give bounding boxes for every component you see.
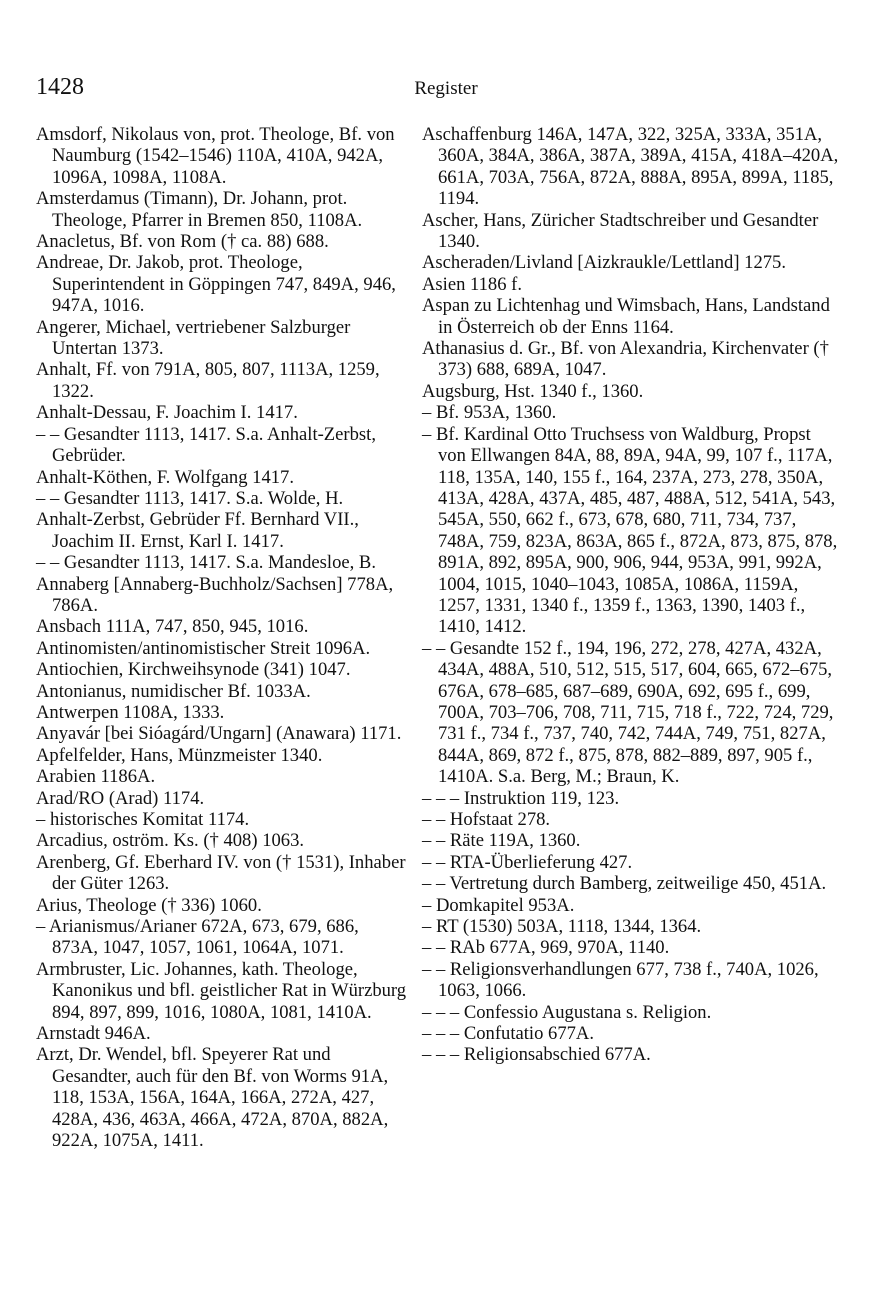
index-entry: Anacletus, Bf. von Rom († ca. 88) 688. (36, 231, 329, 253)
index-entry: – – – Religionsabschied 677A. (422, 1044, 651, 1066)
index-entry: Anhalt-Köthen, F. Wolfgang 1417. (36, 466, 294, 488)
index-entry: Ascheraden/Livland [Aizkraukle/Lettland] 1275. (422, 252, 786, 274)
index-entry: Ascher, Hans, Züricher Stadtschreiber und Gesandter 1340. (422, 209, 819, 253)
index-entry: – – Gesandter 1113, 1417. S.a. Wolde, H. (36, 487, 344, 509)
index-entry: Antonianus, numidischer Bf. 1033A. (36, 680, 311, 702)
index-entry: Anhalt-Dessau, F. Joachim I. 1417. (36, 402, 298, 424)
index-entry: Arad/RO (Arad) 1174. (36, 787, 205, 809)
index-entry: – – – Confessio Augustana s. Religion. (422, 1001, 712, 1023)
index-entry: – historisches Komitat 1174. (36, 809, 250, 830)
index-entry: Arabien 1186A. (36, 766, 156, 788)
running-title: Register (414, 78, 478, 99)
index-entry: Andreae, Dr. Jakob, prot. Theologe, Superintendent in Göppingen 747, 849A, 946, 947A, 1016. (36, 252, 396, 317)
index-column-left (36, 124, 408, 1152)
index-entry: Asien 1186 f. (422, 273, 523, 295)
index-entry: Athanasius d. Gr., Bf. von Alexandria, Kirchenvater († 373) 688, 689A, 1047. (422, 338, 829, 381)
index-entry: Anhalt-Zerbst, Gebrüder Ff. Bernhard VII., Joachim II. Ernst, Karl I. 1417. (36, 509, 359, 552)
index-entry: Arzt, Dr. Wendel, bfl. Speyerer Rat und Gesandter, auch für den Bf. von Worms 91A, 118, 153A, 156A, 164A, 166A, 272A, 427, 428A, 436, 463A, 466A, 472A, 870A, 882A, 922A, 1075A, 1411. (36, 1044, 389, 1152)
index-entry: – RT (1530) 503A, 1118, 1344, 1364. (422, 916, 702, 938)
index-entry: Armbruster, Lic. Johannes, kath. Theologe, Kanonikus und bfl. geistlicher Rat in Würzburg 894, 897, 899, 1016, 1080A, 1081, 1410A. (36, 958, 407, 1023)
page-header (36, 74, 856, 110)
index-entry: – Domkapitel 953A. (422, 894, 575, 916)
index-entry: – – RAb 677A, 969, 970A, 1140. (422, 937, 670, 959)
index-entry: Anhalt, Ff. von 791A, 805, 807, 1113A, 1259, 1322. (36, 359, 380, 402)
index-entry: – – Gesandte 152 f., 194, 196, 272, 278, 427A, 432A, 434A, 488A, 510, 512, 515, 517, 604, 665, 672–675, 676A, 678–685, 687–689, 690A, 692, 695 f., 699, 700A, 703–706, 708, 711, 715, 718 f., 722, 724, 729, 731 f., 734 f., 737, 740, 742, 744A, 749, 751, 827A, 844A, 869, 872 f., 875, 878, 882–889, 897, 905 f., 1410A. S.a. Berg, M.; Braun, K. (422, 637, 834, 788)
index-entry: – – Religionsverhandlungen 677, 738 f., 740A, 1026, 1063, 1066. (422, 958, 819, 1002)
index-entry: – Bf. Kardinal Otto Truchsess von Waldburg, Propst von Ellwangen 84A, 88, 89A, 94A, 99, 107 f., 117A, 118, 135A, 140, 155 f., 164, 237A, 273, 278, 350A, 413A, 428A, 437A, 485, 487, 488A, 512, 541A, 543, 545A, 550, 662 f., 673, 678, 680, 711, 734, 737, 748A, 759, 823A, 863A, 865 f., 872A, 873, 875, 878, 891A, 892, 895A, 900, 906, 944, 953A, 991, 992A, 1004, 1015, 1040–1043, 1085A, 1086A, 1159A, 1257, 1331, 1340 f., 1359 f., 1363, 1390, 1403 f., 1410, 1412. (422, 423, 838, 638)
index-entry: – Bf. 953A, 1360. (422, 402, 557, 424)
index-entry: – Arianismus/Arianer 672A, 673, 679, 686, 873A, 1047, 1057, 1061, 1064A, 1071. (36, 916, 359, 959)
index-entry: Aschaffenburg 146A, 147A, 322, 325A, 333A, 351A, 360A, 384A, 386A, 387A, 389A, 415A, 418A–420A, 661A, 703A, 756A, 872A, 888A, 895A, 899A, 1185, 1194. (422, 124, 839, 210)
index-entry: Arnstadt 946A. (36, 1023, 151, 1045)
index-entry: Amsterdamus (Timann), Dr. Johann, prot. Theologe, Pfarrer in Bremen 850, 1108A. (36, 188, 363, 231)
index-entry: Arius, Theologe († 336) 1060. (36, 894, 262, 916)
index-entry: – – Gesandter 1113, 1417. S.a. Anhalt-Zerbst, Gebrüder. (36, 423, 376, 467)
index-entry: Amsdorf, Nikolaus von, prot. Theologe, Bf. von Naumburg (1542–1546) 110A, 410A, 942A, 1096A, 1098A, 1108A. (36, 124, 395, 188)
index-entry: – – Hofstaat 278. (422, 809, 551, 830)
index-entry: Arenberg, Gf. Eberhard IV. von († 1531), Inhaber der Güter 1263. (36, 851, 406, 895)
index-entry: Antinomisten/antinomistischer Streit 1096A. (36, 637, 371, 659)
page-number: 1428 (36, 74, 84, 100)
index-entry: – – Räte 119A, 1360. (422, 830, 581, 852)
index-entry: – – – Instruktion 119, 123. (422, 787, 620, 809)
index-entry: Antwerpen 1108A, 1333. (36, 701, 225, 723)
index-entry: – – – Confutatio 677A. (422, 1023, 594, 1045)
index-entry: Augsburg, Hst. 1340 f., 1360. (422, 380, 644, 402)
index-entry: – – Gesandter 1113, 1417. S.a. Mandesloe, B. (36, 552, 376, 574)
index-column-right (422, 124, 842, 1066)
index-entry: – – Vertretung durch Bamberg, zeitweilige 450, 451A. (422, 873, 827, 895)
index-entry: Arcadius, oström. Ks. († 408) 1063. (36, 830, 305, 852)
index-entry: Anyavár [bei Sióagárd/Ungarn] (Anawara) 1171. (36, 723, 402, 745)
index-entry: Antiochien, Kirchweihsynode (341) 1047. (36, 659, 351, 681)
index-entry: Ansbach 111A, 747, 850, 945, 1016. (36, 616, 309, 638)
index-entry: Annaberg [Annaberg-Buchholz/Sachsen] 778A, 786A. (36, 573, 394, 616)
index-entry: Angerer, Michael, vertriebener Salzburger Untertan 1373. (36, 316, 351, 360)
index-entry: Apfelfelder, Hans, Münzmeister 1340. (36, 744, 323, 766)
index-entry: Aspan zu Lichtenhag und Wimsbach, Hans, Landstand in Österreich ob der Enns 1164. (422, 295, 830, 338)
index-entry: – – RTA-Überlieferung 427. (422, 851, 633, 873)
